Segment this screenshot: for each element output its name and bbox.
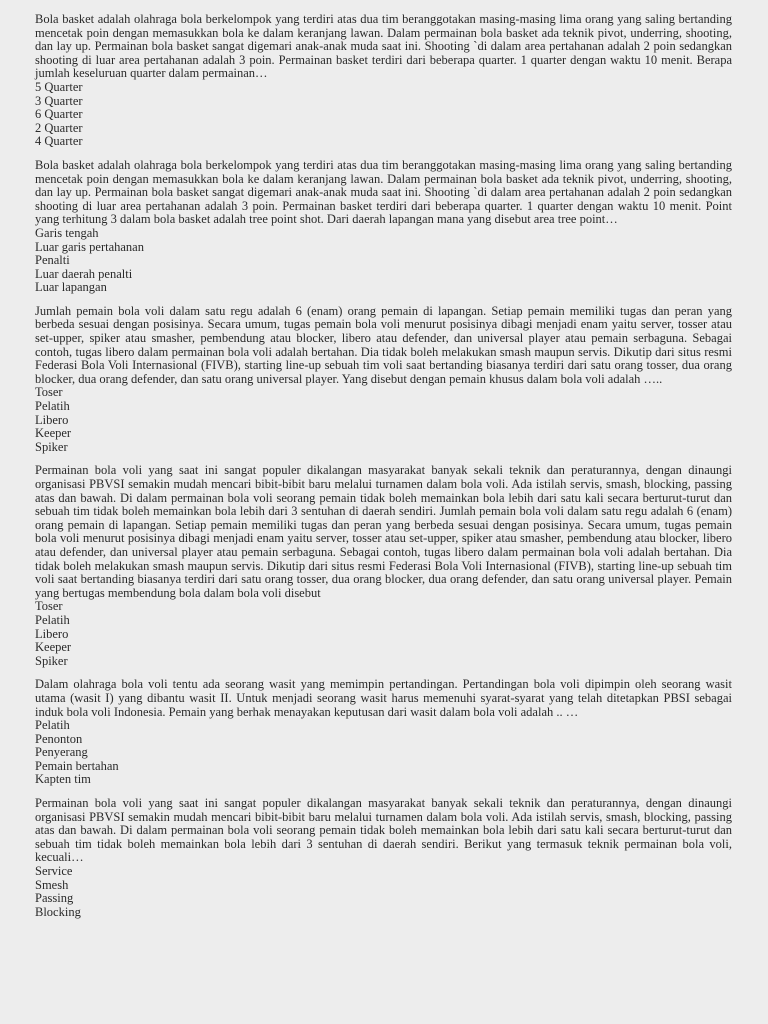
option-item[interactable]: Kapten tim: [35, 772, 91, 787]
question-text: Jumlah pemain bola voli dalam satu regu adalah 6 (enam) orang pemain di lapangan. Setiap pemain memiliki tugas dan peran yang berbeda sesuai dengan posisinya. Secara umum, tugas pemain bola voli menurut posisinya dibagi menjadi enam yaitu server, tosser atau set-upper, spiker atau smasher, pembendung atau blocker, libero atau defender, dan universal player atau pemain serbaguna. Sebagai contoh, tugas libero dalam permainan bola voli adalah bertahan. Dia tidak boleh melakukan smash maupun servis. Dikutip dari situs resmi Federasi Bola Voli Internasional (FIVB), starting line-up sebuah tim voli saat bertanding biasanya terdiri dari satu orang tosser, dua orang blocker, dua orang defender, dan satu orang universal player. Yang disebut dengan pemain khusus dalam bola voli adalah …..: [35, 303, 732, 386]
option-item[interactable]: Keeper: [35, 640, 72, 655]
option-list: [35, 600, 732, 668]
option-item[interactable]: 3 Quarter: [35, 93, 83, 108]
option-item[interactable]: Garis tengah: [35, 225, 99, 240]
question-2: [35, 159, 732, 295]
option-item[interactable]: 5 Quarter: [35, 79, 83, 94]
option-item[interactable]: Spiker: [35, 653, 68, 668]
question-text: Bola basket adalah olahraga bola berkelompok yang terdiri atas dua tim beranggotakan masing-masing lima orang yang saling bertanding mencetak poin dengan memasukkan bola ke dalam keranjang lawan. Dalam permainan bola basket ada teknik pivot, underring, shooting, dan lay up. Permainan bola basket sangat digemari anak-anak muda saat ini. Shooting `di dalam area pertahanan adalah 2 poin sedangkan shooting di luar area pertahanan adalah 3 poin. Permainan basket terdiri dari beberapa quarter. 1 quarter dengan waktu 10 menit. Berapa jumlah keseluruan quarter dalam permainan…: [35, 12, 732, 81]
option-item[interactable]: Service: [35, 864, 73, 879]
option-item[interactable]: Keeper: [35, 426, 72, 441]
option-item[interactable]: Penyerang: [35, 745, 88, 760]
option-item[interactable]: Luar lapangan: [35, 280, 107, 295]
question-4: [35, 464, 732, 668]
option-item[interactable]: Pelatih: [35, 612, 70, 627]
question-text: Permainan bola voli yang saat ini sangat populer dikalangan masyarakat banyak sekali teknik dan peraturannya, dengan dinaungi organisasi PBVSI semakin mudah mencari bibit-bibit baru melalui turnamen dalam bola voli. Ada istilah servis, smash, blocking, passing atas dan bawah. Di dalam permainan bola voli seorang pemain tidak boleh memainkan bola lebih dari satu kali secara berturut-turut dan sebuah tim tidak boleh memainkan bola lebih dari 3 sentuhan di daerah sendiri. Berikut yang termasuk teknik permainan bola voli, kecuali…: [35, 796, 732, 865]
option-list: [35, 386, 732, 454]
option-item[interactable]: Luar daerah penalti: [35, 266, 133, 281]
question-1: [35, 13, 732, 149]
question-text: Dalam olahraga bola voli tentu ada seorang wasit yang memimpin pertandingan. Pertandingan bola voli dipimpin oleh seorang wasit utama (wasit I) yang dibantu wasit II. Untuk menjadi seorang wasit harus memenuhi syarat-syarat yang telah ditetapkan PBSI sebagai induk bola voli Indonesia. Pemain yang berhak menayakan keputusan dari wasit dalam bola voli adalah .. …: [35, 677, 732, 719]
question-3: [35, 305, 732, 455]
option-item[interactable]: Luar garis pertahanan: [35, 239, 144, 254]
option-item[interactable]: Penalti: [35, 253, 70, 268]
option-item[interactable]: Smesh: [35, 877, 69, 892]
option-list: [35, 865, 732, 919]
option-item[interactable]: Pelatih: [35, 399, 70, 414]
option-item[interactable]: Spiker: [35, 439, 68, 454]
question-text: Permainan bola voli yang saat ini sangat populer dikalangan masyarakat banyak sekali teknik dan peraturannya, dengan dinaungi organisasi PBVSI semakin mudah mencari bibit-bibit baru melalui turnamen dalam bola voli. Ada istilah servis, smash, blocking, passing atas dan bawah. Di dalam permainan bola voli seorang pemain tidak boleh memainkan bola lebih dari satu kali secara berturut-turut dan sebuah tim tidak boleh memainkan bola lebih dari 3 sentuhan di daerah sendiri. Jumlah pemain bola voli dalam satu regu adalah 6 (enam) orang pemain di lapangan. Setiap pemain memiliki tugas dan peran yang berbeda sesuai dengan posisinya. Secara umum, tugas pemain bola voli menurut posisinya dibagi menjadi enam yaitu server, tosser atau set-upper, spiker atau smasher, pembendung atau blocker, libero atau defender, dan universal player atau pemain serbaguna. Sebagai contoh, tugas libero dalam permainan bola voli adalah bertahan. Dia tidak boleh melakukan smash maupun servis. Dikutip dari situs resmi Federasi Bola Voli Internasional (FIVB), starting line-up sebuah tim voli saat bertanding biasanya terdiri dari satu orang tosser, dua orang blocker, dua orang defender, dan satu orang universal player. Pemain yang bertugas membendung bola dalam bola voli disebut: [35, 463, 732, 600]
option-item[interactable]: Pelatih: [35, 718, 70, 733]
option-item[interactable]: Libero: [35, 412, 69, 427]
option-list: [35, 81, 732, 149]
option-item[interactable]: Toser: [35, 599, 63, 614]
option-list: [35, 227, 732, 295]
option-item[interactable]: Penonton: [35, 731, 83, 746]
question-6: [35, 797, 732, 919]
option-item[interactable]: Libero: [35, 626, 69, 641]
option-item[interactable]: Toser: [35, 385, 63, 400]
option-item[interactable]: Blocking: [35, 904, 81, 919]
option-item[interactable]: Passing: [35, 891, 74, 906]
option-item[interactable]: 2 Quarter: [35, 120, 83, 135]
question-5: [35, 678, 732, 787]
option-list: [35, 719, 732, 787]
option-item[interactable]: 4 Quarter: [35, 134, 83, 149]
question-text: Bola basket adalah olahraga bola berkelompok yang terdiri atas dua tim beranggotakan masing-masing lima orang yang saling bertanding mencetak poin dengan memasukkan bola ke dalam keranjang lawan. Dalam permainan bola basket ada teknik pivot, underring, shooting, dan lay up. Permainan bola basket sangat digemari anak-anak muda saat ini. Shooting `di dalam area pertahanan adalah 2 poin sedangkan shooting di luar area pertahanan adalah 3 poin. Permainan basket terdiri dari beberapa quarter. 1 quarter dengan waktu 10 menit. Point yang terhitung 3 dalam bola basket adalah tree point shot. Dari daerah lapangan mana yang disebut area tree point…: [35, 157, 732, 227]
option-item[interactable]: Pemain bertahan: [35, 758, 119, 773]
option-item[interactable]: 6 Quarter: [35, 107, 83, 122]
